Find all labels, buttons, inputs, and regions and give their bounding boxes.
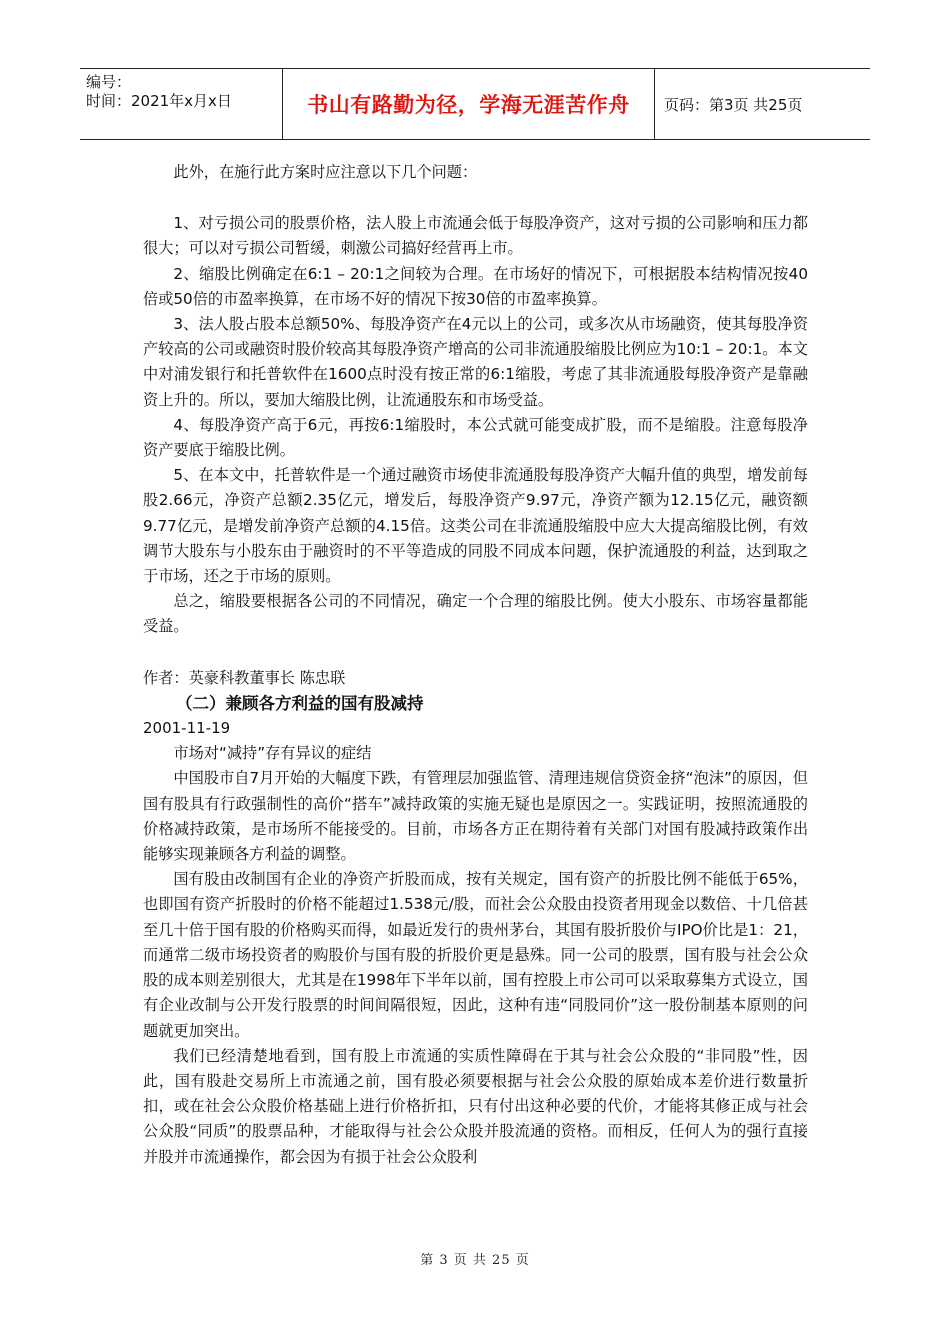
list-item: 2、缩股比例确定在6:1 – 20:1之间较为合理。在市场好的情况下，可根据股本结构情况按40倍或50倍的市盈率换算，在市场不好的情况下按30倍的市盈率换算。 (143, 264, 808, 308)
header-meta (80, 69, 283, 139)
document-header (80, 68, 870, 140)
header-page-info: 页码：第3页 共25页 (664, 95, 803, 114)
section-date: 2001-11-19 (143, 719, 231, 738)
list-item: 1、对亏损公司的股票价格，法人股上市流通会低于每股净资产，这对亏损的公司影响和压力都很大；可以对亏损公司暂缓，刺激公司搞好经营再上市。 (143, 214, 808, 258)
list-item: 5、在本文中，托普软件是一个通过融资市场使非流通股每股净资产大幅升值的典型，增发前每股2.66元，净资产总额2.35亿元，增发后，每股净资产9.97元，净资产额为12.15亿元，融资额9.77亿元，是增发前净资产总额的4.15倍。这类公司在非流通股缩股中应大大提高缩股比例，有效调节大股东与小股东由于融资时的不平等造成的同股不同成本问题，保护流通股的利益，达到取之于市场，还之于市场的原则。 (143, 466, 808, 586)
header-number-label: 编号： (86, 73, 132, 91)
document-body (143, 160, 808, 1170)
list-item: 3、法人股占股本总额50%、每股净资产在4元以上的公司，或多次从市场融资，使其每股净资产较高的公司或融资时股价较高其每股净资产增高的公司非流通股缩股比例应为10:1 – 20:1。本文中对浦发银行和托普软件在1600点时没有按正常的6:1缩股，考虑了其非流通股每股净资产是靠融资上升的。所以，要加大缩股比例，让流通股东和市场受益。 (143, 315, 808, 409)
list-item: 4、每股净资产高于6元，再按6:1缩股时，本公式就可能变成扩股，而不是缩股。注意每股净资产要底于缩股比例。 (143, 415, 808, 460)
body-paragraph: 中国股市自7月开始的大幅度下跌，有管理层加强监管、清理违规信贷资金挤“泡沫”的原因，但国有股具有行政强制性的高价“搭车”减持政策的实施无疑也是原因之一。实践证明，按照流通股的价格减持政策，是市场所不能接受的。目前，市场各方正在期待着有关部门对国有股减持政策作出能够实现兼顾各方利益的调整。 (143, 769, 808, 864)
section-title: （二）兼顾各方利益的国有股减持 (176, 693, 424, 713)
header-motto: 书山有路勤为径，学海无涯苦作舟 (283, 69, 655, 139)
body-paragraph: 我们已经清楚地看到，国有股上市流通的实质性障碍在于其与社会公众股的“非同股”性，因此，国有股赴交易所上市流通之前，国有股必须要根据与社会公众股的原始成本差价进行数量折扣，或在社会公众股价格基础上进行价格折扣，只有付出这种必要的代价，才能将其修正成与社会公众股“同质”的股票品种，才能取得与社会公众股并股流通的资格。而相反，任何人为的强行直接并股并市流通操作，都会因为有损于社会公众股利 (143, 1046, 808, 1166)
page-footer: 第 3 页 共 25 页 (420, 1253, 530, 1268)
body-paragraph: 国有股由改制国有企业的净资产折股而成，按有关规定，国有资产的折股比例不能低于65%，也即国有资产折股时的价格不能超过1.538元/股，而社会公众股由投资者用现金以数倍、十几倍甚至几十倍于国有股的价格购买而得，如最近发行的贵州茅台，其国有股折股价与IPO价比是1：21，而通常二级市场投资者的购股价与国有股的折股价更是悬殊。同一公司的股票，国有股与社会公众股的成本则差别很大，尤其是在1998年下半年以前，国有控股上市公司可以采取募集方式设立，国有企业改制与公开发行股票的时间间隔很短，因此，这种有违“同股同价”这一股份制基本原则的问题就更加突出。 (143, 870, 808, 1040)
header-time-label: 时间：2021年x月x日 (86, 92, 232, 110)
section-subheading: 市场对“减持”存有异议的症结 (173, 744, 372, 763)
author-line: 作者：英豪科教董事长 陈忠联 (143, 668, 346, 687)
intro-paragraph: 此外，在施行此方案时应注意以下几个问题： (173, 163, 478, 181)
summary-paragraph: 总之，缩股要根据各公司的不同情况，确定一个合理的缩股比例。使大小股东、市场容量都能受益。 (143, 592, 808, 636)
